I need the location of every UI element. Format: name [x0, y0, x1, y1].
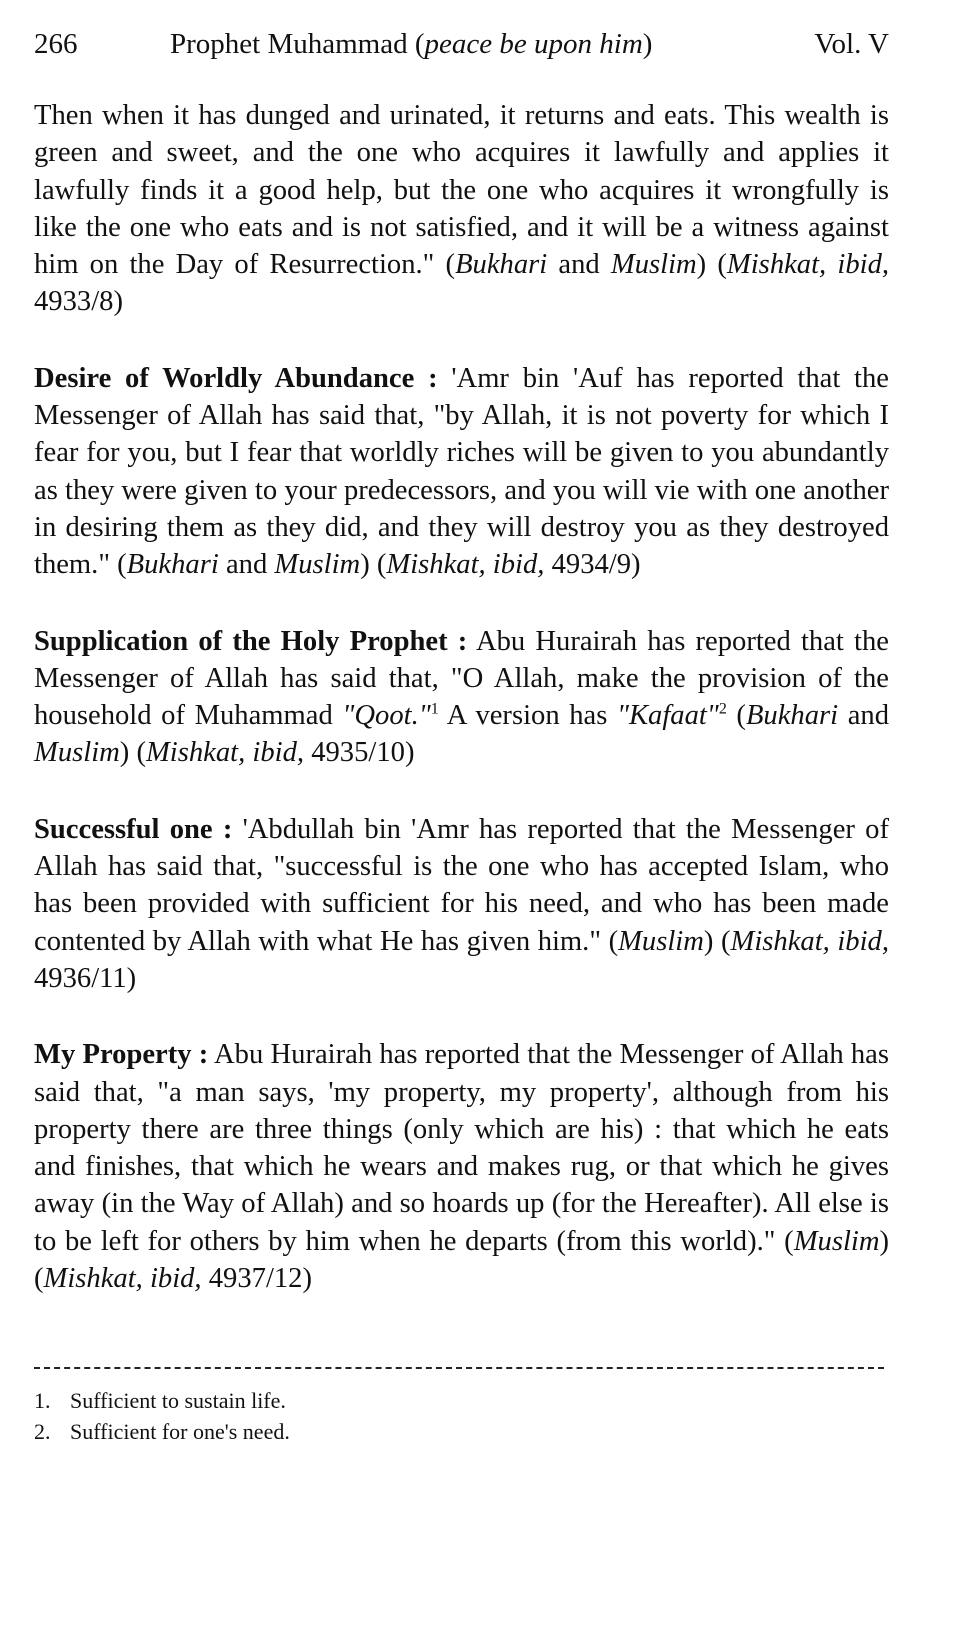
reference-book: Mishkat, ibid,: [43, 1263, 202, 1295]
section-heading: Successful one :: [34, 813, 233, 845]
reference-number: 4936/11: [34, 962, 127, 994]
paragraph-text: 'Amr bin 'Auf has reported that the Messenger of Allah has said that, "by Allah, it is not poverty for which I fear for you, but I fear that worldly riches will be given to you abundantly as they were given to your predecessors, and you will vie with one another in desiring them as they did, and they will destroy you as they destroyed them.": [34, 362, 889, 581]
section-heading: Desire of Worldly Abundance :: [34, 362, 438, 394]
source-bukhari: Bukhari: [745, 700, 839, 732]
and-word: and: [558, 249, 600, 281]
reference-number: 4935/10: [311, 737, 405, 769]
term-qoot: "Qoot.": [342, 700, 431, 732]
footnote-divider: [34, 1367, 884, 1369]
running-header: [34, 22, 889, 66]
section-heading: Supplication of the Holy Prophet :: [34, 625, 468, 657]
footnote-ref-2[interactable]: 2: [718, 700, 727, 718]
footnote-number: 2.: [34, 1419, 51, 1444]
reference-book: Mishkat, ibid,: [726, 249, 890, 281]
paragraph-text: 'Abdullah bin 'Amr has reported that the Messenger of Allah has said that, "successful is the one who has accepted Islam, who has been provided with sufficient for his need, and who has been made contented by Allah with what He has given him.": [34, 813, 889, 957]
section-heading: My Property :: [34, 1039, 209, 1071]
reference-book: Mishkat, ibid,: [386, 549, 545, 581]
paragraph-text: Abu Hurairah has reported that the Messenger of Allah has said that, "O Allah, make the provision of the household of Muhammad: [34, 625, 889, 732]
paragraph-supplication: Supplication of the Holy Prophet : Abu Hurairah has reported that the Messenger of Allah has said that, "O Allah, make the provision of the household of Muhammad "Qoot."$^1$ A version has "Kafaat"$^2$ (Bukhari and Muslim) (Mishkat, ibid, 4935/10): [34, 625, 889, 769]
paragraph-text-mid: A version has: [446, 700, 608, 732]
reference-number: 4933/8: [34, 286, 114, 318]
title-main: Prophet Muhammad: [170, 28, 408, 60]
source-muslim: Muslim: [618, 925, 704, 957]
footnotes: [34, 1385, 889, 1447]
footnote-ref-1[interactable]: 1: [430, 700, 439, 718]
footnote-number: 1.: [34, 1388, 51, 1413]
reference-number: 4934/9: [551, 549, 632, 581]
reference-book: Mishkat, ibid,: [145, 737, 305, 769]
paragraph-text: Abu Hurairah has reported that the Messenger of Allah has said that, "a man says, 'my property, my property', although from his property there are three things (only which are his) : that which he eats and finishes, that which he wears and makes rug, or that which he gives away (in the Way of Allah) and so hoards up (for the Hereafter). All else is to be left for others by him when he departs (from this world).": [34, 1039, 889, 1257]
source-muslim: Muslim: [793, 1225, 880, 1257]
source-bukhari: Bukhari: [455, 249, 548, 281]
footnote-text: Sufficient for one's need.: [70, 1419, 290, 1444]
term-kafaat: "Kafaat": [616, 700, 719, 732]
and-word: and: [847, 700, 889, 732]
page-number: 266: [34, 28, 78, 60]
main-text: [34, 97, 889, 1336]
paragraph-successful-one: Successful one : 'Abdullah bin 'Amr has reported that the Messenger of Allah has said that, "successful is the one who has accepted Islam, who has been provided with sufficient for his need, and who has been made contented by Allah with what He has given him." (Muslim) (Mishkat, ibid, 4936/11): [34, 813, 889, 994]
source-muslim: Muslim: [274, 549, 361, 581]
footnote-text: Sufficient to sustain life.: [70, 1388, 286, 1413]
footnote-item: [34, 1416, 889, 1447]
title-italic: peace be upon him: [424, 28, 643, 60]
reference-number: 4937/12: [208, 1263, 303, 1295]
source-bukhari: Bukhari: [126, 549, 219, 581]
paragraph-worldly-abundance: Desire of Worldly Abundance : 'Amr bin 'Auf has reported that the Messenger of Allah has said that, "by Allah, it is not poverty for which I fear for you, but I fear that worldly riches will be given to you abundantly as they were given to your predecessors, and you will vie with one another in desiring them as they did, and they will destroy you as they destroyed them." (Bukhari and Muslim) (Mishkat, ibid, 4934/9): [34, 362, 889, 581]
volume-label: Vol. V: [814, 28, 889, 60]
paragraph-my-property: My Property : Abu Hurairah has reported that the Messenger of Allah has said that, "a man says, 'my property, my property', although from his property there are three things (only which are his) : that which he eats and finishes, that which he wears and makes rug, or that which he gives away (in the Way of Allah) and so hoards up (for the Hereafter). All else is to be left for others by him when he departs (from this world)." (Muslim) (Mishkat, ibid, 4937/12): [34, 1039, 890, 1295]
paragraph-continuation: Then when it has dunged and urinated, it returns and eats. This wealth is green and sweet, and the one who acquires it lawfully and applies it lawfully finds it a good help, but the one who acquires it wrongfully is like the one who eats and is not satisfied, and it will be a witness against him on the Day of Resurrection." (Bukhari and Muslim) (Mishkat, ibid, 4933/8): [34, 100, 890, 318]
footnote-item: [34, 1385, 889, 1416]
source-muslim: Muslim: [34, 737, 120, 769]
reference-book: Mishkat, ibid,: [730, 925, 889, 957]
paragraph-text: Then when it has dunged and urinated, it returns and eats. This wealth is green and sweet, and the one who acquires it lawfully and applies it lawfully finds it a good help, but the one who acquires it wrongfully is like the one who eats and is not satisfied, and it will be a witness against him on the Day of Resurrection.": [34, 100, 889, 281]
source-muslim: Muslim: [610, 249, 697, 281]
and-word: and: [225, 549, 268, 581]
running-title: Prophet Muhammad (peace be upon him): [170, 28, 653, 60]
